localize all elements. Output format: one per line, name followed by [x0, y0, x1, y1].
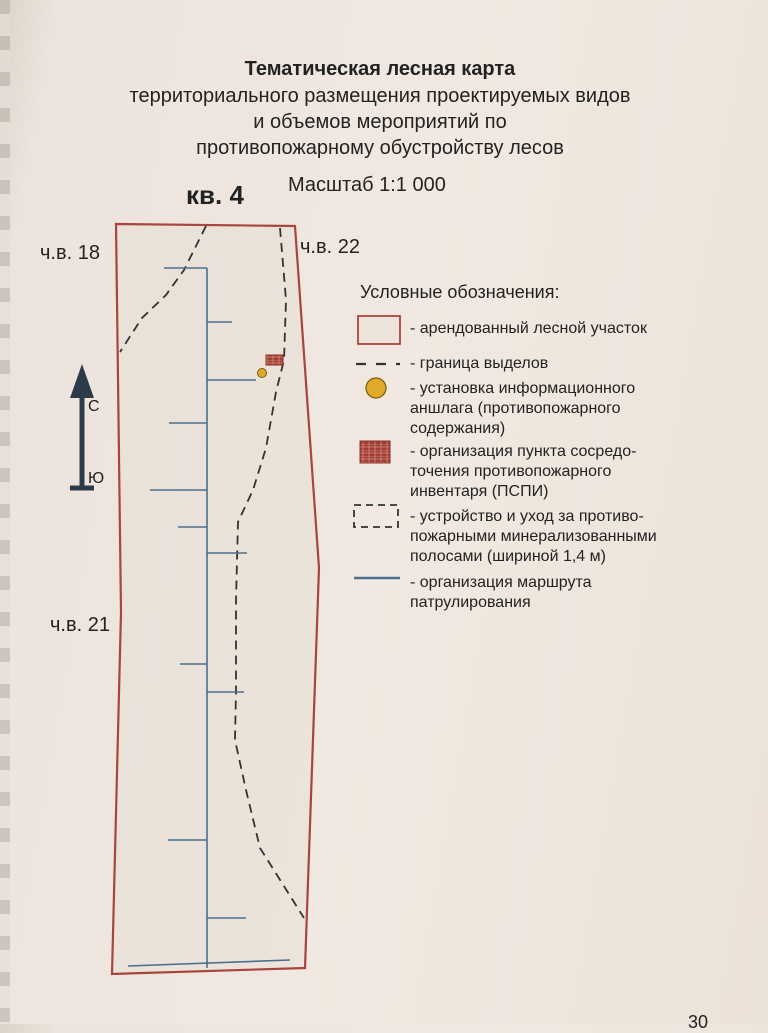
- legend-item-leased-plot: - арендованный лесной участок: [410, 320, 647, 337]
- legend-item-compartment-boundary: - граница выделов: [410, 355, 549, 372]
- info-sign-marker: [258, 369, 267, 378]
- neighbor-label-w: ч.в. 21: [50, 614, 110, 636]
- leased-plot-boundary: [112, 224, 319, 974]
- legend-item-pspi: - организация пункта сосредо-точения противопожарного инвентаря (ПСПИ): [410, 443, 637, 500]
- neighbor-label-ne: ч.в. 22: [300, 236, 360, 258]
- map-subtitle-line-3: противопожарному обустройству лесов: [196, 137, 564, 159]
- compass-south-label: Ю: [88, 470, 105, 487]
- map-subtitle-line-1: территориального размещения проектируемых видов: [129, 85, 631, 107]
- legend-item-patrol-route: - организация маршрута патрулирования: [410, 574, 592, 611]
- legend-mineral-strip-icon: [354, 505, 398, 527]
- map-title: Тематическая лесная карта: [244, 58, 516, 80]
- legend-item-mineral-strips: - устройство и уход за противо-пожарными минерализованными полосами (шириной 1,4 м): [410, 508, 657, 565]
- map-subtitle-line-2: и объемов мероприятий по: [253, 111, 507, 133]
- scale-label: Масштаб 1:1 000: [288, 174, 446, 196]
- compass-north-label: С: [88, 398, 100, 415]
- quarter-label: кв. 4: [186, 180, 244, 210]
- neighbor-label-nw: ч.в. 18: [40, 242, 100, 264]
- pspi-marker: [266, 355, 283, 365]
- legend-title: Условные обозначения:: [360, 282, 560, 302]
- legend-pspi-icon: [360, 441, 390, 463]
- legend-item-info-sign: - установка информационного аншлага (противопожарного содержания): [410, 380, 636, 437]
- legend-leased-plot-icon: [358, 316, 400, 344]
- page-number: 30: [688, 1012, 709, 1032]
- legend-info-sign-icon: [366, 378, 386, 398]
